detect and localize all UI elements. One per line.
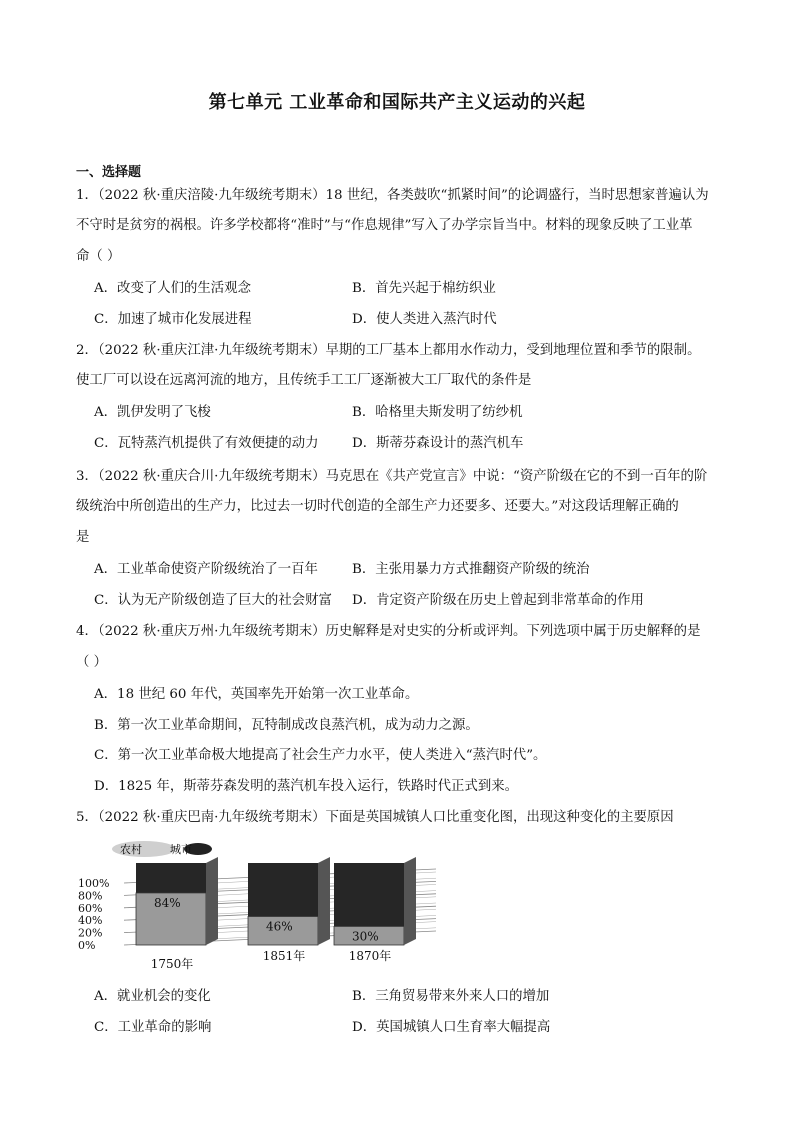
question-4-line-1: 4．（2022 秋·重庆万州·九年级统考期末）历史解释是对史实的分析或评判。下列选项中属于历史解释的是 bbox=[76, 624, 701, 639]
question-3-option-b[interactable]: B．主张用暴力方式推翻资产阶级的统治 bbox=[352, 562, 590, 577]
x-tick-label: 1851年 bbox=[262, 949, 306, 963]
question-4-option-a[interactable]: A．18 世纪 60 年代，英国率先开始第一次工业革命。 bbox=[94, 687, 419, 702]
x-tick-label: 1870年 bbox=[348, 949, 392, 963]
bar-urban bbox=[334, 863, 404, 926]
question-3-line-3: 是 bbox=[76, 530, 90, 545]
legend-urban-label: 城市 bbox=[170, 843, 192, 856]
question-1-option-c[interactable]: C．加速了城市化发展进程 bbox=[94, 312, 252, 327]
y-tick-label: 60% bbox=[78, 901, 103, 915]
y-tick-label: 40% bbox=[78, 914, 103, 928]
question-2-option-d[interactable]: D．斯蒂芬森设计的蒸汽机车 bbox=[352, 436, 524, 451]
legend-rural-label: 农村 bbox=[120, 843, 142, 856]
question-1-line-1: 1．（2022 秋·重庆涪陵·九年级统考期末）18 世纪，各类鼓吹“抓紧时间”的论调盛行，当时思想家普遍认为 bbox=[76, 188, 709, 203]
y-tick-label: 0% bbox=[78, 939, 96, 952]
chart-bars bbox=[136, 857, 416, 971]
y-tick-label: 20% bbox=[78, 926, 103, 940]
question-4-option-b[interactable]: B．第一次工业革命期间，瓦特制成改良蒸汽机，成为动力之源。 bbox=[94, 718, 479, 733]
question-2-line-1: 2．（2022 秋·重庆江津·九年级统考期末）早期的工厂基本上都用水作动力，受到地理位置和季节的限制。 bbox=[76, 343, 701, 358]
question-5-option-d[interactable]: D．英国城镇人口生育率大幅提高 bbox=[352, 1020, 551, 1035]
question-2-line-2: 使工厂可以设在远离河流的地方，且传统手工工厂逐渐被大工厂取代的条件是 bbox=[76, 373, 532, 388]
question-5-option-a[interactable]: A．就业机会的变化 bbox=[94, 989, 211, 1004]
bar-data-label: 30% bbox=[352, 929, 379, 944]
question-4-line-2: （ ） bbox=[76, 655, 108, 670]
bar-side bbox=[318, 857, 330, 945]
question-3-option-c[interactable]: C．认为无产阶级创造了巨大的社会财富 bbox=[94, 593, 332, 608]
x-tick-label: 1750年 bbox=[150, 957, 194, 971]
bar-urban bbox=[136, 863, 206, 893]
question-1-line-2: 不守时是贫穷的祸根。许多学校都将“准时”与“作息规律”写入了办学宗旨当中。材料的现象反映了工业革 bbox=[76, 218, 693, 233]
question-2-option-c[interactable]: C．瓦特蒸汽机提供了有效便捷的动力 bbox=[94, 436, 319, 451]
question-4-option-d[interactable]: D．1825 年，斯蒂芬森发明的蒸汽机车投入运行，铁路时代正式到来。 bbox=[94, 779, 519, 794]
question-3-option-d[interactable]: D．肯定资产阶级在历史上曾起到非常革命的作用 bbox=[352, 593, 644, 608]
chart-yticks bbox=[78, 877, 109, 952]
bar-data-label: 46% bbox=[266, 919, 293, 934]
bar-side bbox=[206, 857, 218, 945]
question-3-option-a[interactable]: A．工业革命使资产阶级统治了一百年 bbox=[94, 562, 318, 577]
y-tick-label: 100% bbox=[78, 877, 110, 890]
question-1-option-b[interactable]: B．首先兴起于棉纺织业 bbox=[352, 281, 496, 296]
question-3-line-2: 级统治中所创造出的生产力，比过去一切时代创造的全部生产力还要多、还要大。”对这段话理解正确的 bbox=[76, 499, 679, 514]
page-title: 第七单元 工业革命和国际共产主义运动的兴起 bbox=[208, 92, 586, 113]
question-2-option-a[interactable]: A．凯伊发明了飞梭 bbox=[94, 405, 211, 420]
question-1-option-a[interactable]: A．改变了人们的生活观念 bbox=[94, 281, 251, 296]
bar-urban bbox=[248, 863, 318, 916]
question-1-option-d[interactable]: D．使人类进入蒸汽时代 bbox=[352, 312, 497, 327]
section-heading: 一、选择题 bbox=[76, 165, 142, 180]
question-5-option-c[interactable]: C．工业革命的影响 bbox=[94, 1020, 212, 1035]
question-2-option-b[interactable]: B．哈格里夫斯发明了纺纱机 bbox=[352, 405, 523, 420]
question-1-line-3: 命（ ） bbox=[76, 249, 121, 264]
question-3-line-1: 3．（2022 秋·重庆合川·九年级统考期末）马克思在《共产党宣言》中说：“资产阶级在它的不到一百年的阶 bbox=[76, 469, 708, 484]
question-5-line-1: 5．（2022 秋·重庆巴南·九年级统考期末）下面是英国城镇人口比重变化图，出现这种变化的主要原因 bbox=[76, 810, 674, 825]
question-4-option-c[interactable]: C．第一次工业革命极大地提高了社会生产力水平，使人类进入“蒸汽时代”。 bbox=[94, 748, 547, 763]
urban-population-chart bbox=[76, 836, 436, 971]
bar-data-label: 84% bbox=[154, 895, 181, 910]
question-5-option-b[interactable]: B．三角贸易带来外来人口的增加 bbox=[352, 989, 550, 1004]
bar-side bbox=[404, 857, 416, 945]
y-tick-label: 80% bbox=[78, 889, 103, 903]
